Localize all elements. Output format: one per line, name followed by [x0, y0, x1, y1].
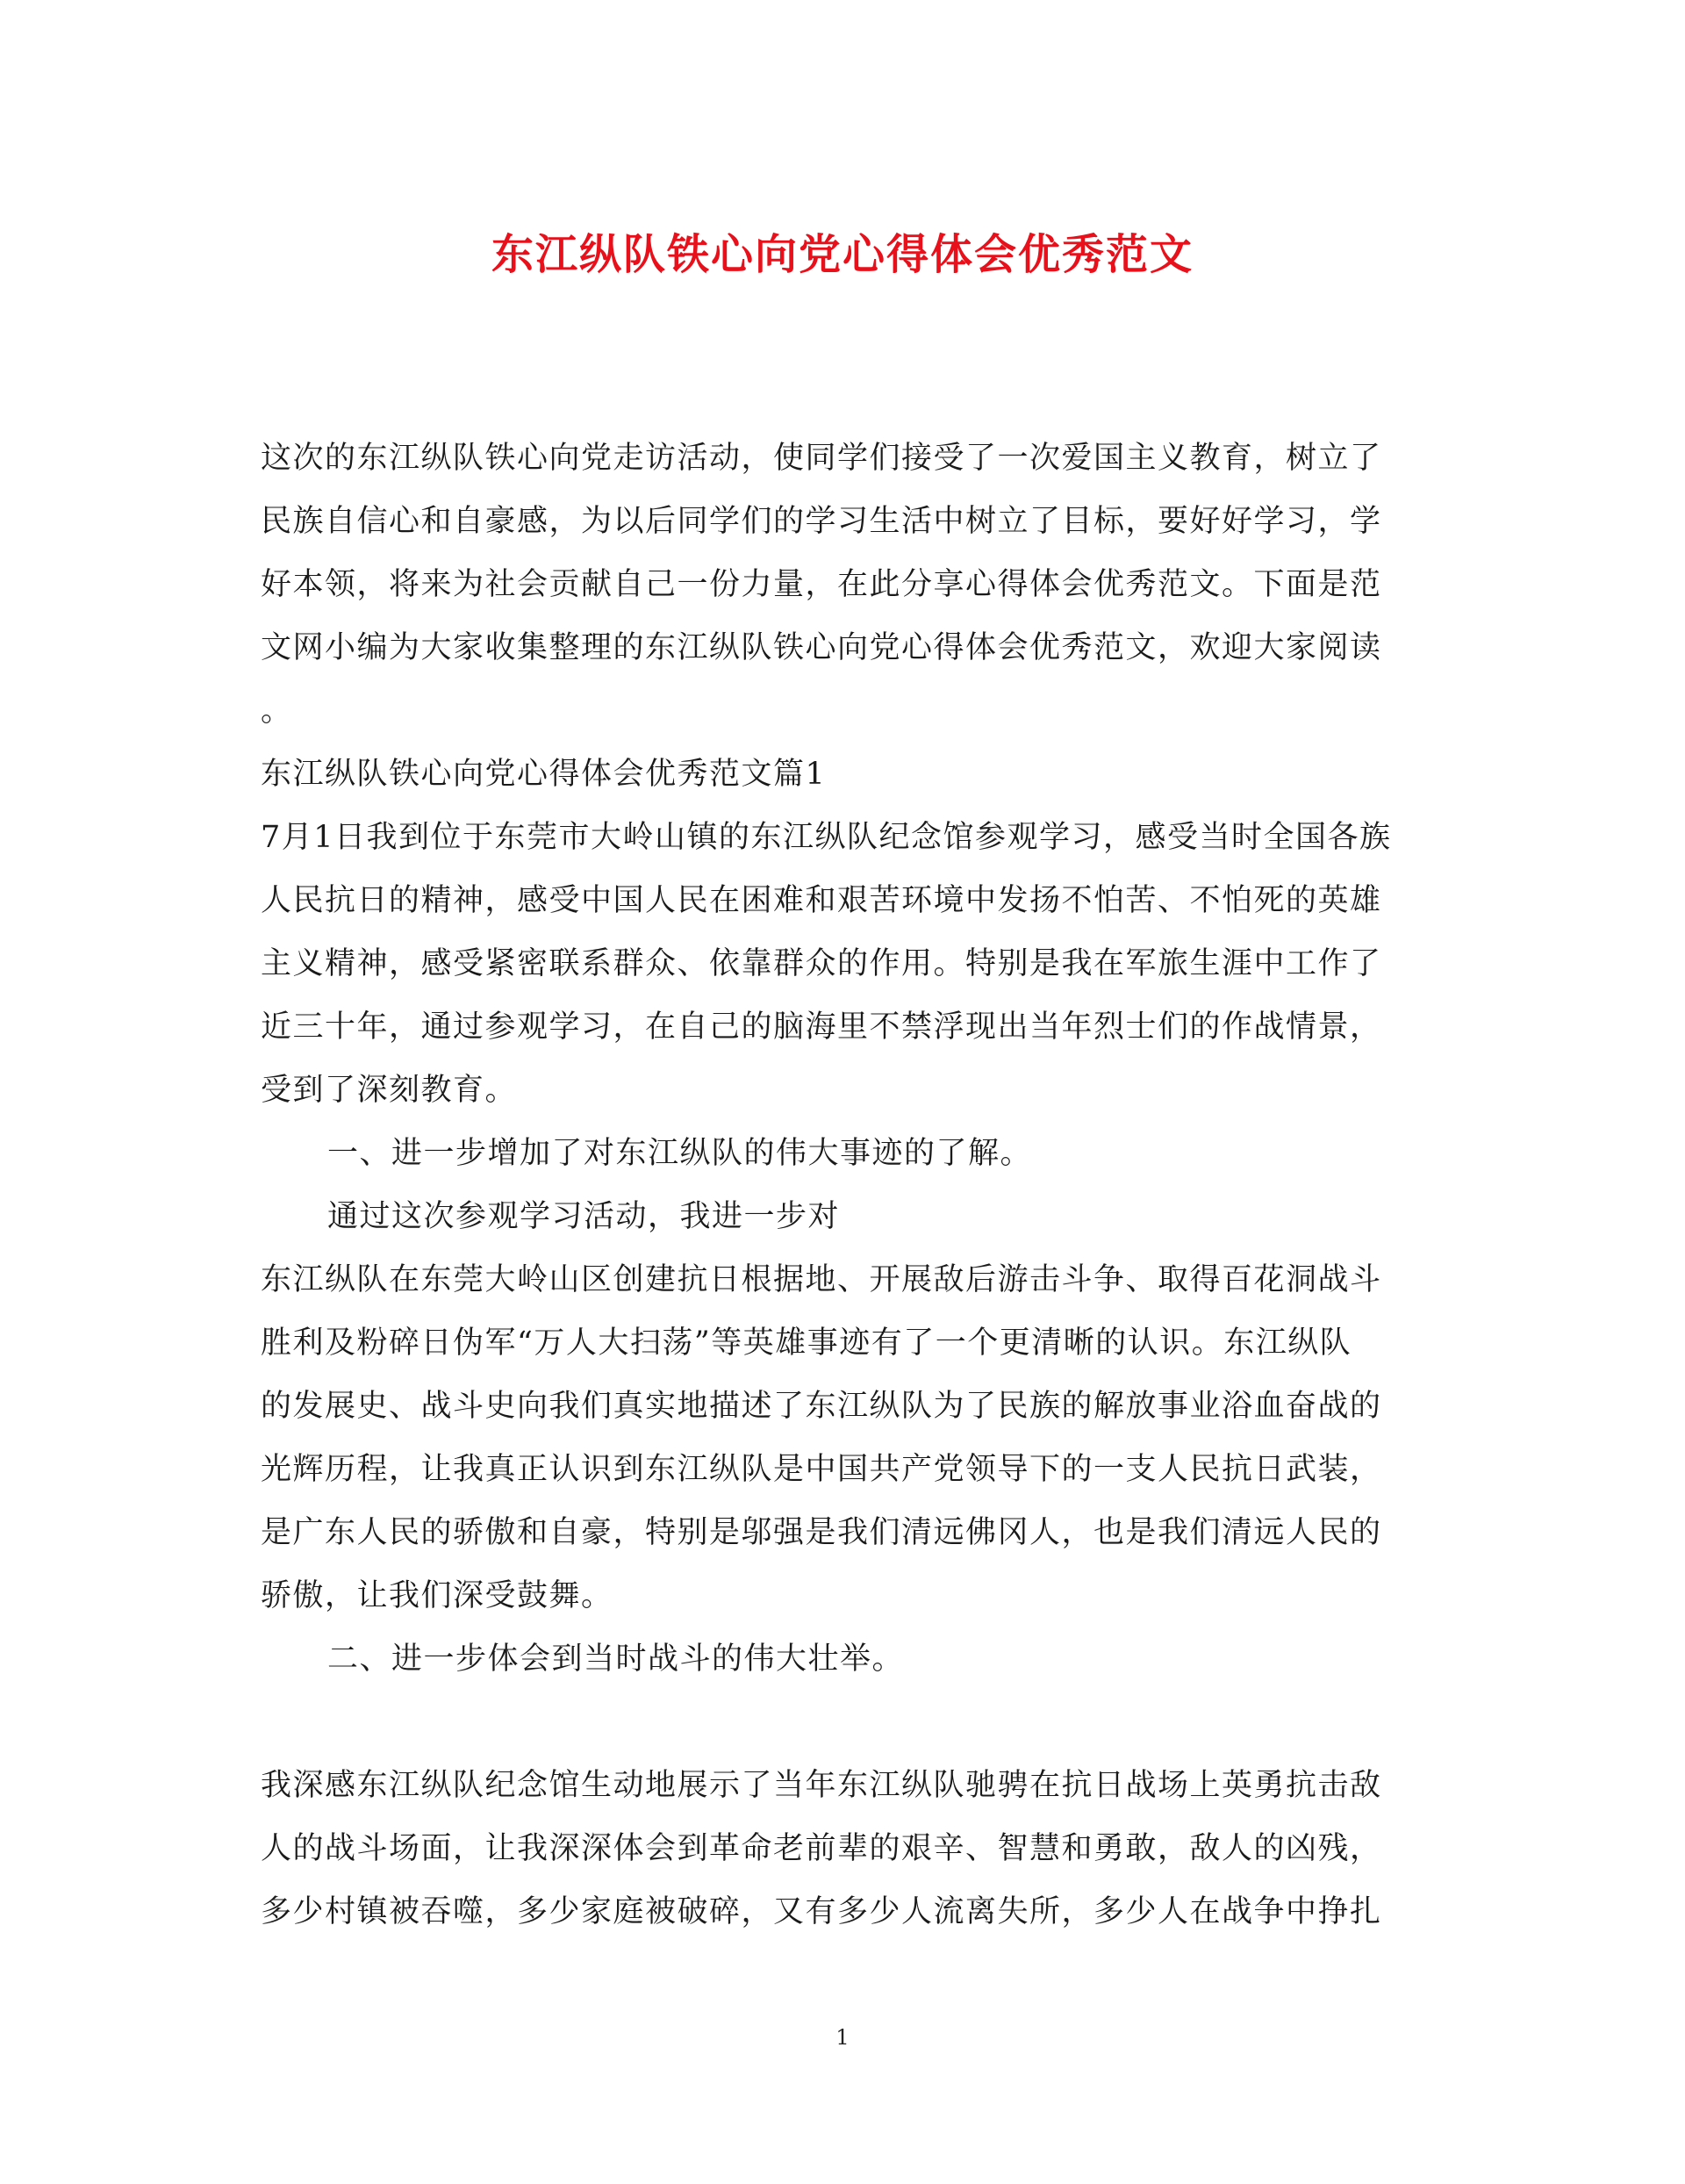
subsection-heading: 二、进一步体会到当时战斗的伟大壮举。 [327, 1642, 905, 1677]
body-line: 7月1日我到位于东莞市大岭山镇的东江纵队纪念馆参观学习，感受当时全国各族 [261, 820, 1392, 855]
document-title: 东江纵队铁心向党心得体会优秀范文 [491, 230, 1194, 279]
body-line: 好本领，将来为社会贡献自己一份力量，在此分享心得体会优秀范文。下面是范 [261, 567, 1382, 602]
body-line: 的发展史、战斗史向我们真实地描述了东江纵队为了民族的解放事业浴血奋战的 [261, 1389, 1382, 1424]
body-line: 骄傲，让我们深受鼓舞。 [261, 1578, 613, 1613]
body-line: 民族自信心和自豪感，为以后同学们的学习生活中树立了目标，要好好学习，学 [261, 504, 1382, 539]
section-heading: 东江纵队铁心向党心得体会优秀范文篇1 [261, 757, 827, 792]
body-line: 人的战斗场面，让我深深体会到革命老前辈的艰辛、智慧和勇敢，敌人的凶残， [261, 1831, 1382, 1866]
body-line: 我深感东江纵队纪念馆生动地展示了当年东江纵队驰骋在抗日战场上英勇抗击敌 [261, 1768, 1382, 1803]
subsection-heading: 一、进一步增加了对东江纵队的伟大事迹的了解。 [327, 1136, 1033, 1171]
page-number: 1 [835, 2025, 850, 2050]
body-line: 光辉历程，让我真正认识到东江纵队是中国共产党领导下的一支人民抗日武装， [261, 1452, 1382, 1487]
body-line: 通过这次参观学习活动，我进一步对 [327, 1199, 841, 1234]
body-line: 多少村镇被吞噬，多少家庭被破碎，又有多少人流离失所，多少人在战争中挣扎 [261, 1894, 1382, 1929]
body-line: 主义精神，感受紧密联系群众、依靠群众的作用。特别是我在军旅生涯中工作了 [261, 946, 1382, 981]
body-line: 胜利及粉碎日伪军“万人大扫荡”等英雄事迹有了一个更清晰的认识。东江纵队 [261, 1325, 1352, 1361]
body-line: 文网小编为大家收集整理的东江纵队铁心向党心得体会优秀范文，欢迎大家阅读 [261, 630, 1382, 665]
body-line: 东江纵队在东莞大岭山区创建抗日根据地、开展敌后游击斗争、取得百花洞战斗 [261, 1262, 1382, 1297]
body-line: 人民抗日的精神，感受中国人民在困难和艰苦环境中发扬不怕苦、不怕死的英雄 [261, 883, 1382, 918]
body-line: 这次的东江纵队铁心向党走访活动，使同学们接受了一次爱国主义教育，树立了 [261, 441, 1382, 476]
body-line: 。 [261, 693, 293, 729]
body-line: 受到了深刻教育。 [261, 1073, 518, 1108]
body-line: 近三十年，通过参观学习，在自己的脑海里不禁浮现出当年烈士们的作战情景， [261, 1009, 1382, 1045]
body-line: 是广东人民的骄傲和自豪，特别是邬强是我们清远佛冈人，也是我们清远人民的 [261, 1515, 1382, 1550]
